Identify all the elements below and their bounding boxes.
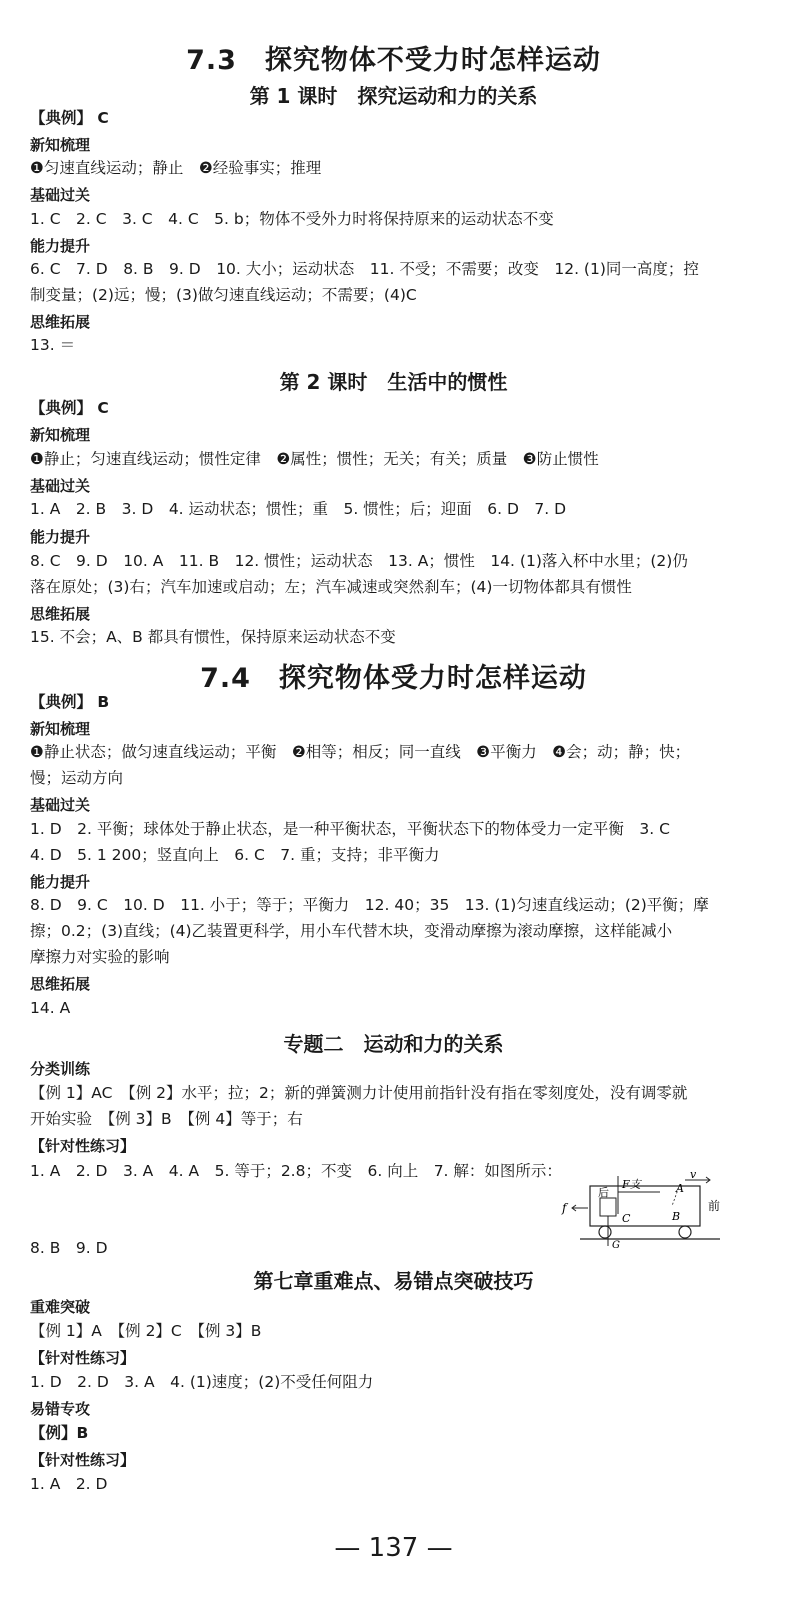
label-basic: 基础过关: [30, 186, 91, 204]
fig-label-fsupport: F支: [622, 1178, 641, 1191]
basic-3-line-1: 1. D 2. 平衡；球体处于静止状态，是一种平衡状态，平衡状态下的物体受力一定平衡 3. C: [30, 820, 670, 838]
label-classified: 分类训练: [30, 1060, 91, 1078]
thinking-text-3: 14. A: [30, 999, 71, 1017]
ability-2-line-2: 落在原处；(3)右；汽车加速或启动；左；汽车减速或突然刹车；(4)一切物体都具有惯性: [30, 578, 632, 596]
lesson-2-title: 第 2 课时 生活中的惯性: [279, 370, 508, 394]
label-basic-3: 基础过关: [30, 796, 91, 814]
topic-2-title: 专题二 运动和力的关系: [283, 1032, 504, 1056]
label-thinking: 思维拓展: [30, 313, 91, 331]
section-7-4-title: 7.4 探究物体受力时怎样运动: [200, 663, 587, 694]
ability-line-2: 制变量；(2)远；慢；(3)做匀速直线运动；不需要；(4)C: [30, 286, 417, 304]
lesson-1-title: 第 1 课时 探究运动和力的关系: [249, 84, 538, 108]
ability-3-line-2: 擦；0.2；(3)直线；(4)乙装置更科学，用小车代替木块，变滑动摩擦为滚动摩擦，这样能减小: [30, 922, 673, 940]
fig-label-f: f: [562, 1201, 567, 1215]
label-ability-3: 能力提升: [30, 873, 91, 891]
label-targeted-3: 【针对性练习】: [30, 1451, 136, 1469]
page-number: — 137 —: [334, 1533, 453, 1563]
label-new-knowledge-2: 新知梳理: [30, 426, 91, 444]
targeted-2-text: 1. D 2. D 3. A 4. (1)速度；(2)不受任何阻力: [30, 1373, 374, 1391]
example-answer-3: 【典例】 B: [30, 693, 110, 711]
label-thinking-2: 思维拓展: [30, 605, 91, 623]
example-answer: 【典例】 C: [30, 109, 109, 127]
label-ability-2: 能力提升: [30, 528, 91, 546]
basic-text: 1. C 2. C 3. C 4. C 5. b；物体不受外力时将保持原来的运动状态不变: [30, 210, 554, 228]
label-new-knowledge-3: 新知梳理: [30, 720, 91, 738]
new-knowledge-3-line-2: 慢；运动方向: [30, 769, 124, 787]
fig-label-b: B: [672, 1210, 681, 1223]
new-knowledge-3-line-1: ❶静止状态；做匀速直线运动；平衡 ❷相等；相反；同一直线 ❸平衡力 ❹会；动；静；快；: [30, 743, 691, 761]
label-ability: 能力提升: [30, 237, 91, 255]
ability-3-line-3: 摩擦力对实验的影响: [30, 948, 170, 966]
basic-3-line-2: 4. D 5. 1 200；竖直向上 6. C 7. 重；支持；非平衡力: [30, 846, 440, 864]
ability-2-line-1: 8. C 9. D 10. A 11. B 12. 惯性；运动状态 13. A；惯性 14. (1)落入杯中水里；(2)仍: [30, 552, 688, 570]
key-difficult-text: 【例 1】A 【例 2】C 【例 3】B: [30, 1322, 262, 1340]
ability-3-line-1: 8. D 9. C 10. D 11. 小于；等于；平衡力 12. 40；35 13. (1)匀速直线运动；(2)平衡；摩: [30, 896, 709, 914]
fig-label-c: C: [622, 1212, 631, 1225]
fig-label-rear: 后: [598, 1186, 609, 1199]
label-targeted-2: 【针对性练习】: [30, 1349, 136, 1367]
ability-line-1: 6. C 7. D 8. B 9. D 10. 大小；运动状态 11. 不受；不需要；改变 12. (1)同一高度；控: [30, 260, 699, 278]
chapter-7-title: 第七章重难点、易错点突破技巧: [253, 1269, 534, 1293]
error-prone-example: 【例】B: [30, 1424, 89, 1442]
fig-label-v: v: [690, 1170, 697, 1181]
fig-label-g: G: [612, 1240, 620, 1250]
new-knowledge-text-2: ❶静止；匀速直线运动；惯性定律 ❷属性；惯性；无关；有关；质量 ❸防止惯性: [30, 450, 599, 468]
label-targeted: 【针对性练习】: [30, 1137, 136, 1155]
label-thinking-3: 思维拓展: [30, 975, 91, 993]
label-error-prone: 易错专攻: [30, 1400, 91, 1418]
basic-text-2: 1. A 2. B 3. D 4. 运动状态；惯性；重 5. 惯性；后；迎面 6. D 7. D: [30, 500, 567, 518]
thinking-text-2: 15. 不会；A、B 都具有惯性，保持原来运动状态不变: [30, 628, 396, 646]
fig-label-front: 前: [708, 1199, 721, 1213]
label-key-difficult: 重难突破: [30, 1298, 91, 1316]
label-basic-2: 基础过关: [30, 477, 91, 495]
targeted-3-text: 1. A 2. D: [30, 1475, 108, 1493]
thinking-text: 13. ＝: [30, 336, 76, 354]
example-answer-2: 【典例】 C: [30, 399, 109, 417]
label-new-knowledge: 新知梳理: [30, 136, 91, 154]
new-knowledge-text: ❶匀速直线运动；静止 ❷经验事实；推理: [30, 159, 322, 177]
section-7-3-title: 7.3 探究物体不受力时怎样运动: [186, 45, 601, 76]
classified-line-2: 开始实验 【例 3】B 【例 4】等于；右: [30, 1110, 303, 1128]
classified-line-1: 【例 1】AC 【例 2】水平；拉；2；新的弹簧测力计使用前指针没有指在零刻度处，没有调零就: [30, 1084, 688, 1102]
targeted-line-1: 1. A 2. D 3. A 4. A 5. 等于；2.8；不变 6. 向上 7. 解：如图所示：: [30, 1162, 562, 1180]
targeted-line-2: 8. B 9. D: [30, 1239, 108, 1257]
fig-label-a: A: [676, 1182, 684, 1195]
